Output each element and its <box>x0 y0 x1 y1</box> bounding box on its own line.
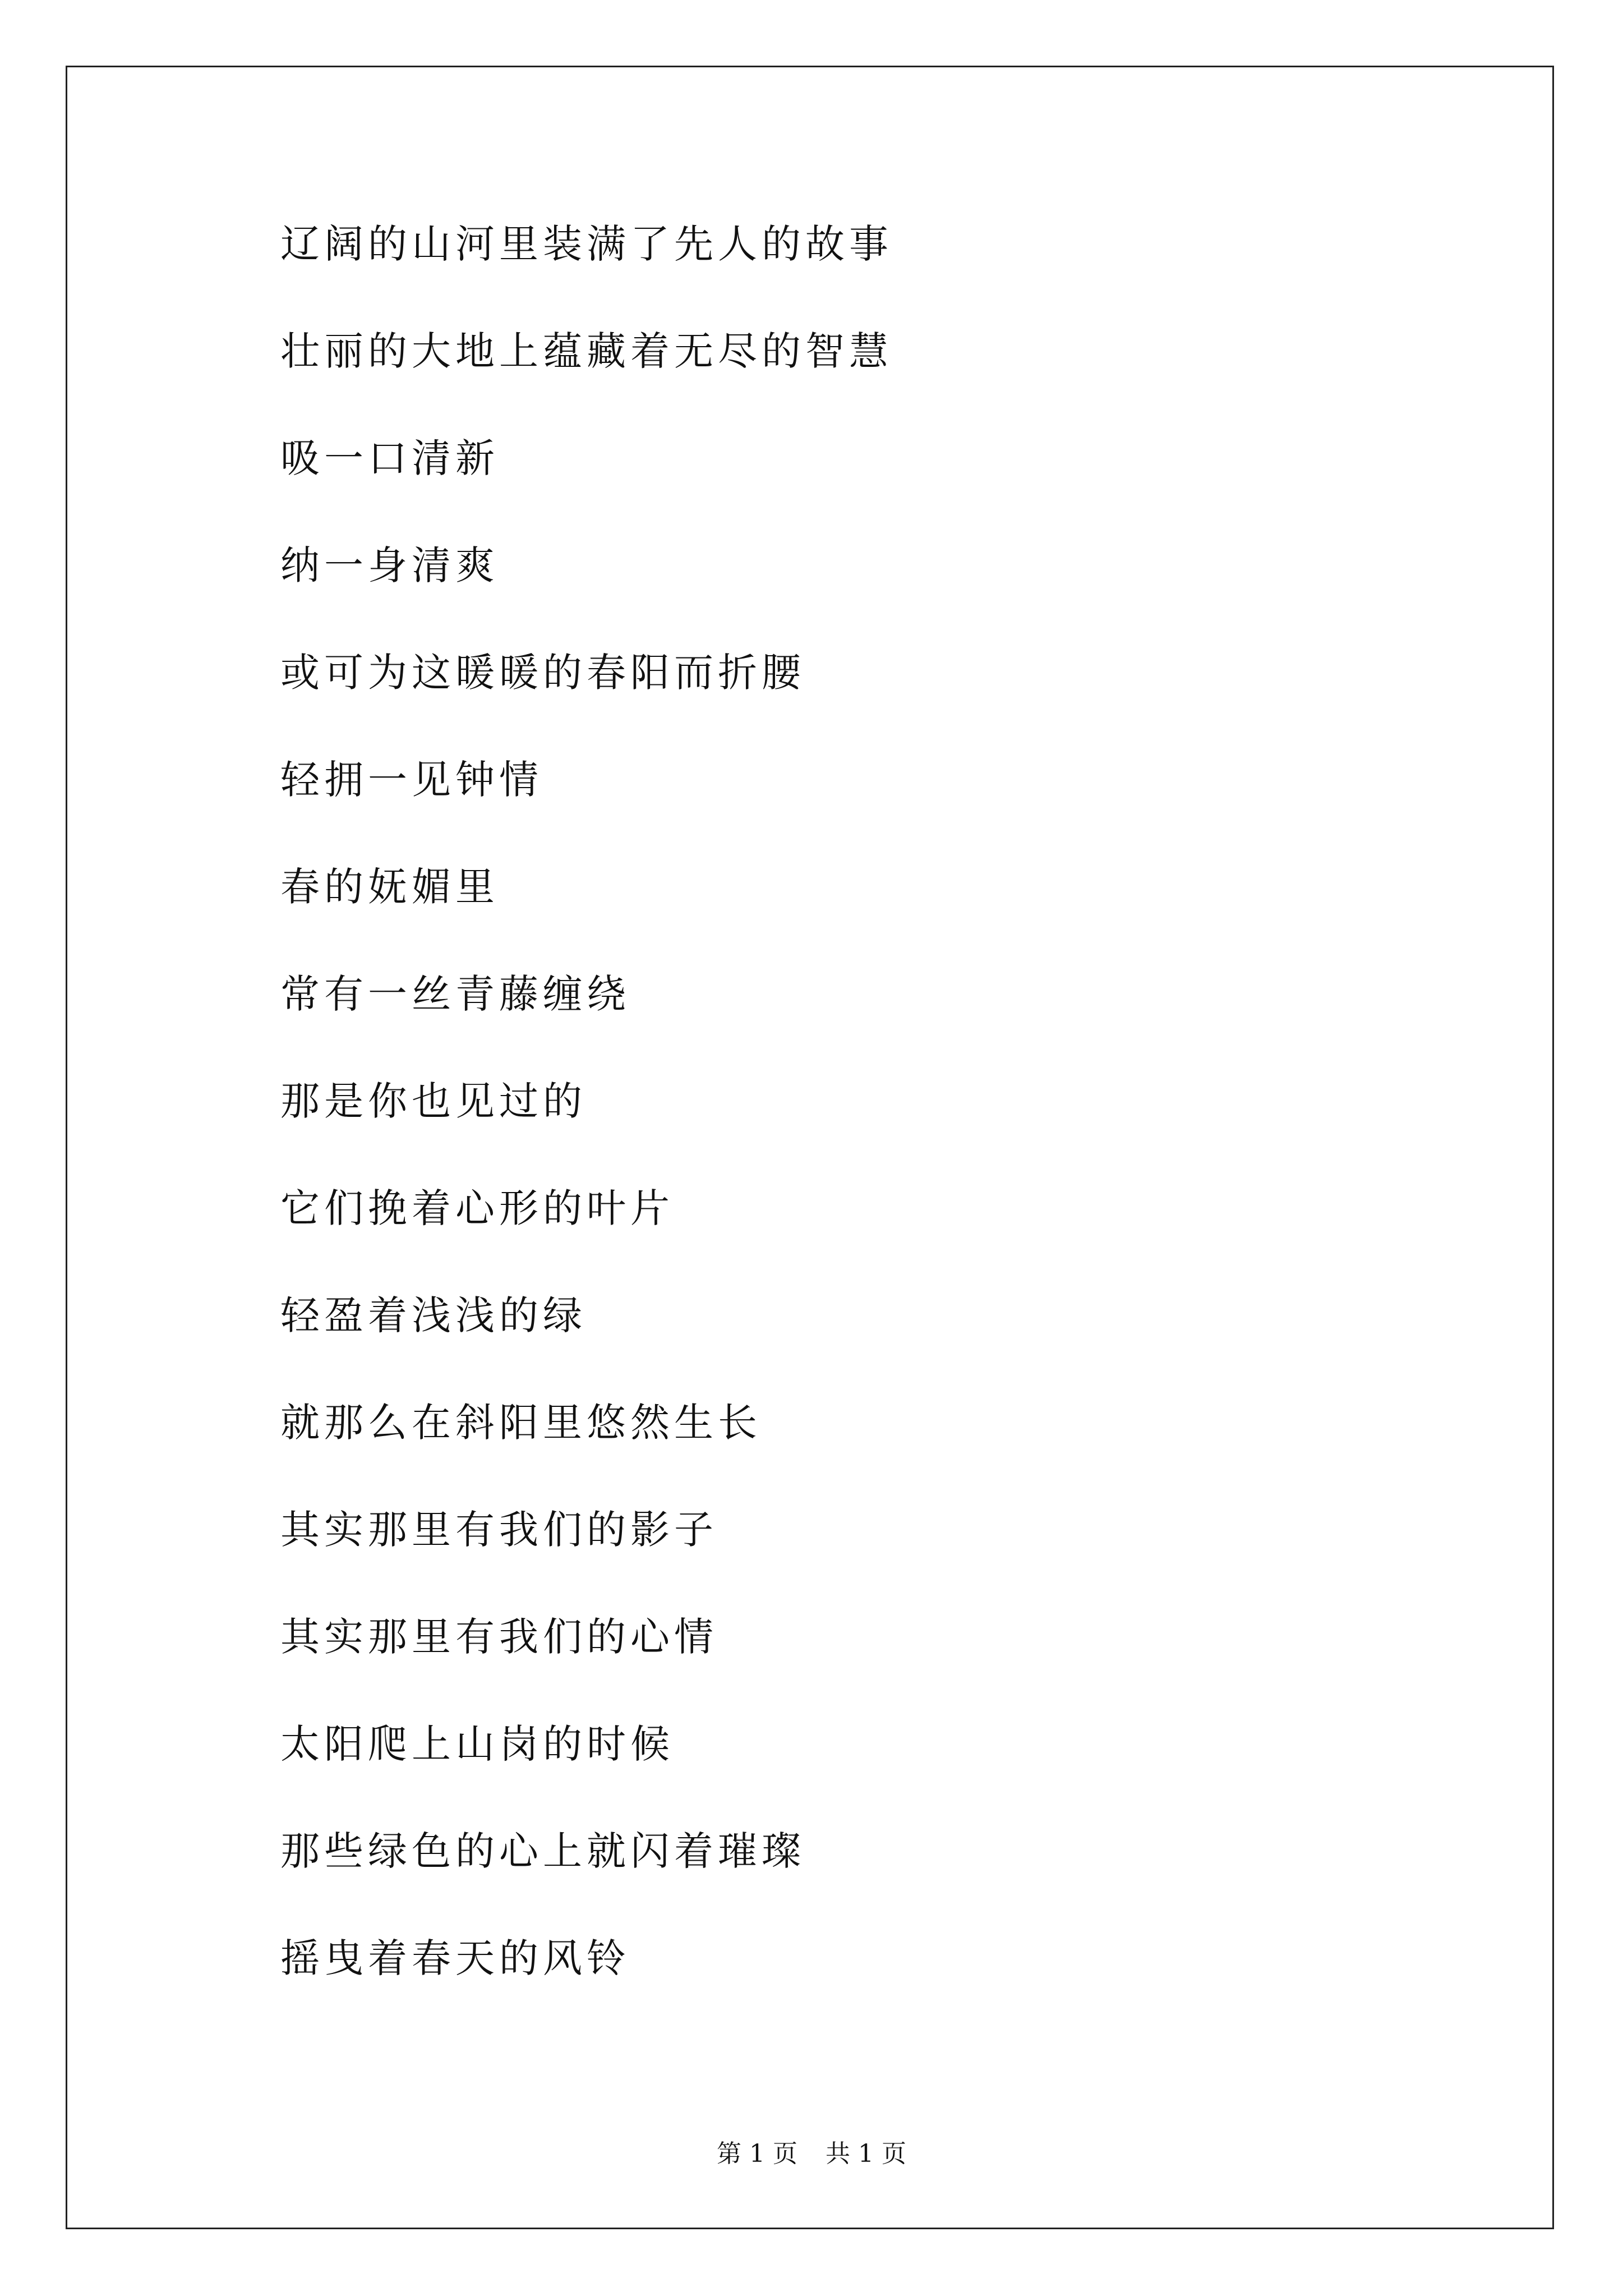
poem-line: 那是你也见过的 <box>280 1078 587 1124</box>
poem-line: 或可为这暖暖的春阳而折腰 <box>280 650 805 696</box>
page-footer <box>0 2133 1623 2169</box>
poem-line: 常有一丝青藤缠绕 <box>280 971 630 1017</box>
page-total: 共 1 页 <box>826 2139 906 2168</box>
poem-line: 辽阔的山河里装满了先人的故事 <box>280 221 893 267</box>
page-number: 第 1 页 <box>717 2139 797 2168</box>
poem-line: 纳一身清爽 <box>280 542 499 588</box>
poem-line: 就那么在斜阳里悠然生长 <box>280 1400 762 1446</box>
poem-line: 壮丽的大地上蕴藏着无尽的智慧 <box>280 328 893 374</box>
poem-line: 太阳爬上山岗的时候 <box>280 1721 674 1767</box>
poem-line: 轻拥一见钟情 <box>280 757 543 803</box>
poem-line: 吸一口清新 <box>280 435 499 481</box>
poem-line: 其实那里有我们的心情 <box>280 1614 718 1660</box>
poem-line: 轻盈着浅浅的绿 <box>280 1292 587 1338</box>
poem-line: 那些绿色的心上就闪着璀璨 <box>280 1828 805 1874</box>
poem-body <box>280 222 1458 2043</box>
poem-line: 摇曳着春天的风铃 <box>280 1935 630 1981</box>
poem-line: 其实那里有我们的影子 <box>280 1507 718 1553</box>
poem-line: 春的妩媚里 <box>280 864 499 910</box>
poem-line: 它们挽着心形的叶片 <box>280 1185 674 1231</box>
